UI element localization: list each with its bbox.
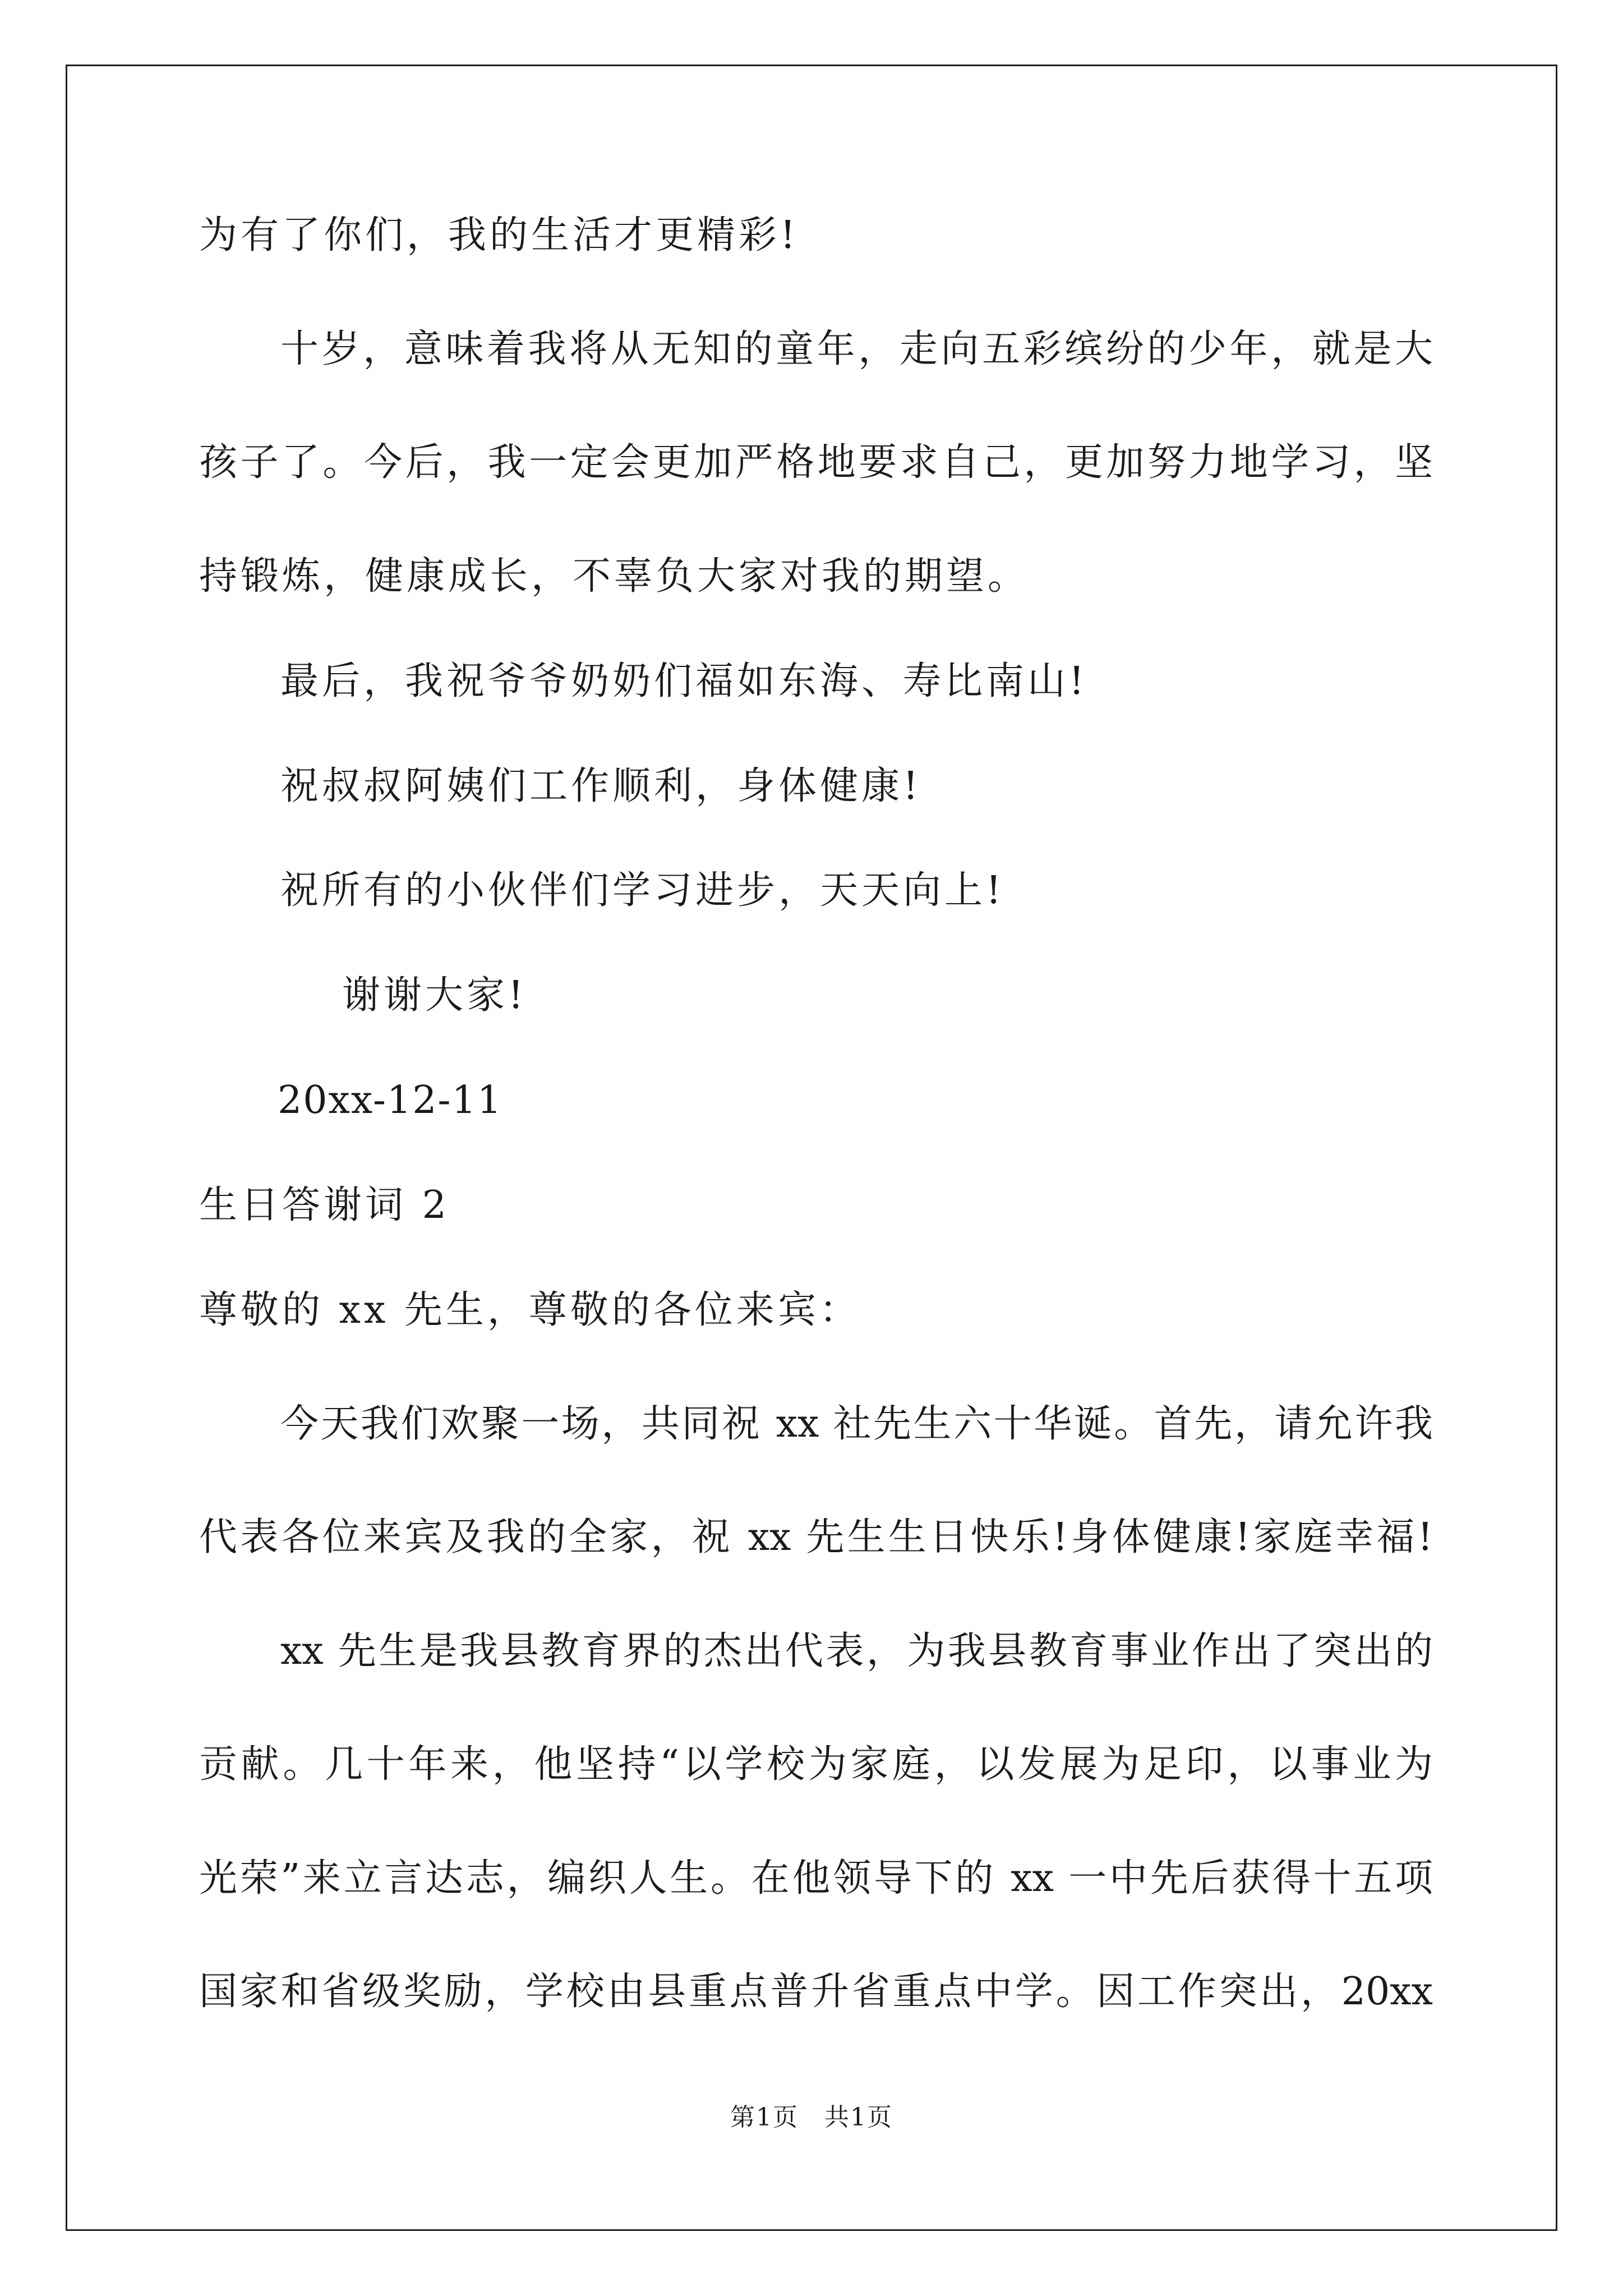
body-line-1: 为有了你们，我的生活才更精彩! xyxy=(199,213,799,257)
salutation-line: 尊敬的 xx 先生，尊敬的各位来宾： xyxy=(199,1288,861,1332)
date-line: 20xx-12-11 xyxy=(278,1078,503,1122)
body-line-8: 谢谢大家! xyxy=(342,973,527,1018)
section-heading: 生日答谢词 2 xyxy=(199,1183,450,1227)
body-line-2: 十岁，意味着我将从无知的童年，走向五彩缤纷的少年，就是大 xyxy=(280,327,1433,371)
page-border xyxy=(66,65,1557,2231)
body-line-4: 持锻炼，健康成长，不辜负大家对我的期望。 xyxy=(199,554,1030,599)
body-line-13: 代表各位来宾及我的全家，祝 xx 先生生日快乐!身体健康!家庭幸福! xyxy=(199,1515,1433,1559)
body-line-5: 最后，我祝爷爷奶奶们福如东海、寿比南山! xyxy=(280,659,1088,703)
body-line-17: 国家和省级奖励，学校由县重点普升省重点中学。因工作突出，20xx xyxy=(199,1970,1433,2014)
page-footer: 第1页 共1页 xyxy=(730,2103,893,2132)
body-line-16: 光荣”来立言达志，编织人生。在他领导下的 xx 一中先后获得十五项 xyxy=(199,1856,1433,1901)
body-line-6: 祝叔叔阿姨们工作顺利，身体健康! xyxy=(280,764,922,808)
body-line-14: xx 先生是我县教育界的杰出代表，为我县教育事业作出了突出的 xyxy=(280,1629,1433,1673)
body-line-15: 贡献。几十年来，他坚持“以学校为家庭，以发展为足印，以事业为 xyxy=(199,1742,1433,1787)
body-line-3: 孩子了。今后，我一定会更加严格地要求自己，更加努力地学习，坚 xyxy=(199,440,1433,485)
body-line-12: 今天我们欢聚一场，共同祝 xx 社先生六十华诞。首先，请允许我 xyxy=(280,1402,1433,1446)
body-line-7: 祝所有的小伙伴们学习进步，天天向上! xyxy=(280,868,1005,913)
